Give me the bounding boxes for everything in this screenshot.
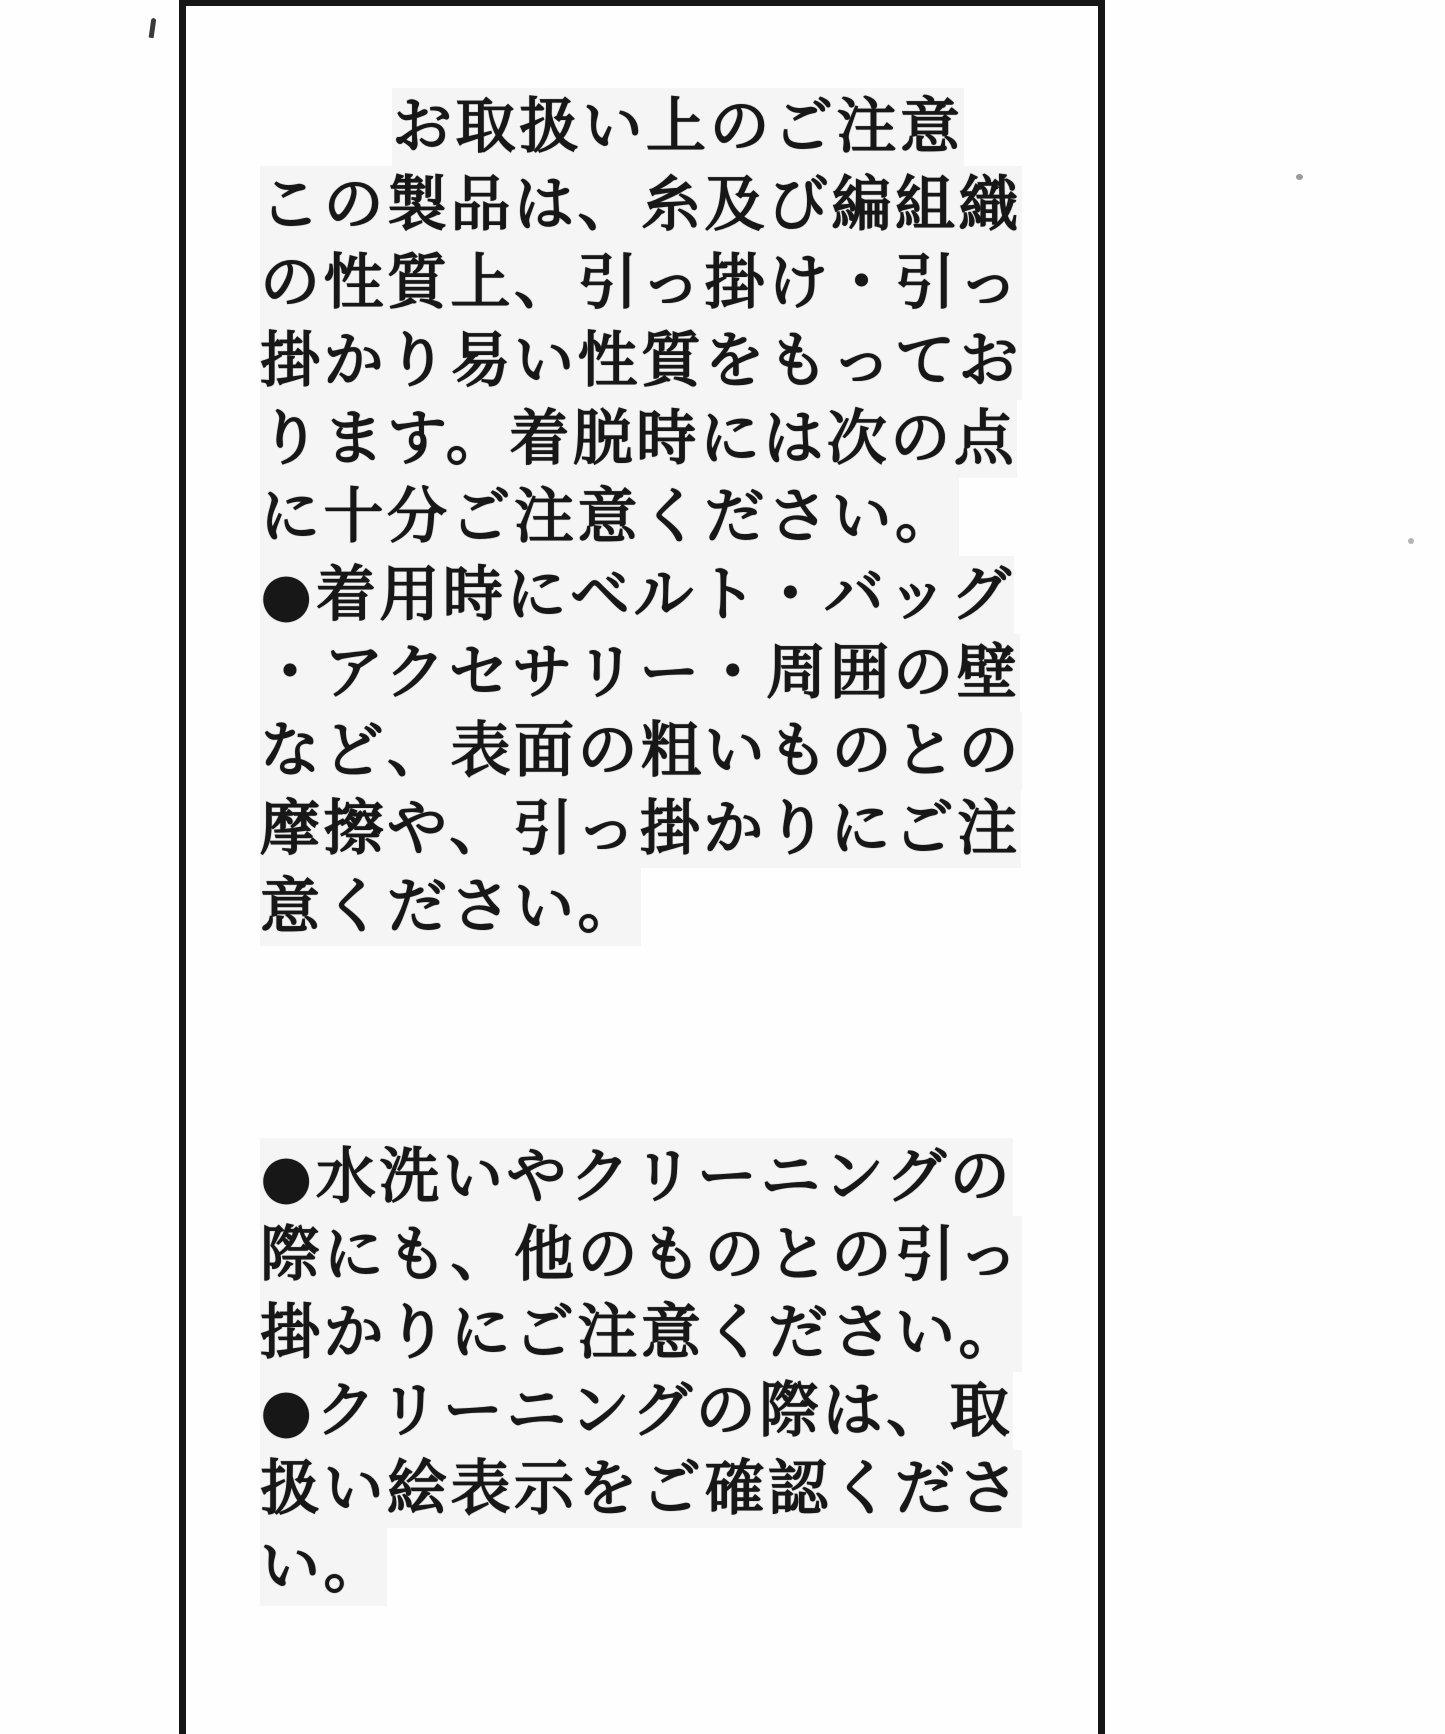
label-border-right [1098, 0, 1105, 1734]
text-line: ります。着脱時には次の点 [260, 400, 1017, 478]
text-line: 掛かりにご注意ください。 [260, 1294, 1022, 1372]
scan-speck [1296, 174, 1303, 180]
label-border-left [179, 0, 186, 1734]
text-line: 扱い絵表示をご確認くださ [260, 1450, 1022, 1528]
text-line: い。 [260, 1528, 387, 1606]
text-line: 意ください。 [260, 868, 641, 946]
text-line: ・アクセサリー・周囲の壁 [260, 634, 1020, 712]
care-instructions-title: お取扱い上のご注意 [392, 88, 964, 166]
scan-speck [1408, 538, 1414, 544]
text-line: など、表面の粗いものとの [260, 712, 1022, 790]
text-line: 摩擦や、引っ掛かりにご注 [260, 790, 1021, 868]
label-border-top [179, 0, 1105, 6]
text-line: に十分ご注意ください。 [260, 478, 959, 556]
scan-speck [149, 18, 157, 39]
text-line-bullet-wear: ●着用時にベルト・バッグ [260, 556, 1014, 634]
text-line-bullet-washing: ●水洗いやクリーニングの [260, 1138, 1013, 1216]
text-line-bullet-cleaning: ●クリーニングの際は、取 [260, 1372, 1013, 1450]
text-line: この製品は、糸及び編組織 [260, 166, 1022, 244]
text-line: の性質上、引っ掛け・引っ [260, 244, 1022, 322]
care-instructions-text-block [260, 88, 1050, 1606]
text-line: 際にも、他のものとの引っ [260, 1216, 1022, 1294]
paragraph-gap [260, 946, 1050, 1138]
text-line: 掛かり易い性質をもってお [260, 322, 1022, 400]
